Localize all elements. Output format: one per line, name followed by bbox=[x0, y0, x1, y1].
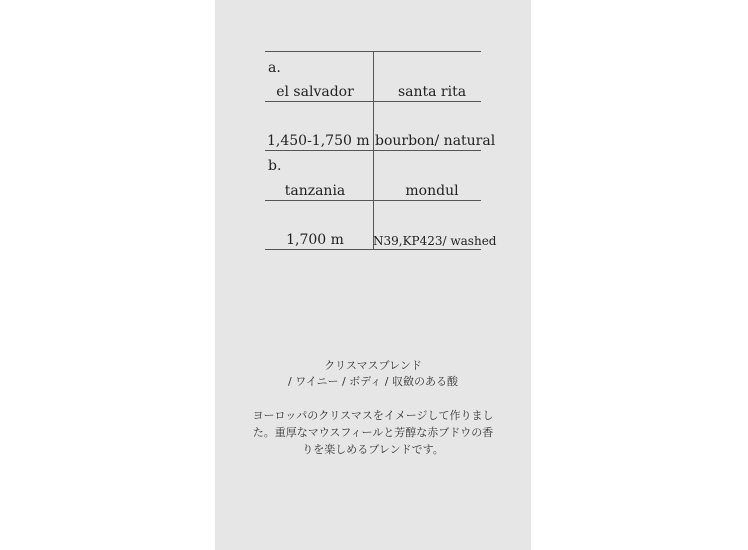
blend-description: ヨーロッパのクリスマスをイメージして作りました。重厚なマウスフィールと芳醇な赤ブドウの香りを楽しめるブレンドです。 bbox=[252, 409, 494, 456]
origin-b-country: tanzania bbox=[284, 183, 346, 199]
blend-tags: / ワイニー / ボディ / 収斂のある酸 bbox=[288, 375, 458, 388]
origin-a-altitude: 1,450-1,750 m bbox=[267, 133, 370, 149]
origin-spec-table bbox=[265, 51, 497, 250]
origin-a-marker: a. bbox=[268, 60, 281, 76]
origin-a-farm: santa rita bbox=[397, 84, 467, 100]
origin-a-country: el salvador bbox=[276, 84, 354, 100]
origin-b-process: N39,KP423/ washed bbox=[373, 234, 497, 248]
origin-a-process: bourbon/ natural bbox=[375, 133, 496, 149]
origin-b-marker: b. bbox=[268, 158, 282, 174]
origin-b-farm: mondul bbox=[405, 183, 459, 199]
table-column-divider bbox=[373, 51, 374, 250]
blend-title: クリスマスブレンド bbox=[324, 359, 422, 372]
origin-b-altitude: 1,700 m bbox=[286, 232, 344, 248]
